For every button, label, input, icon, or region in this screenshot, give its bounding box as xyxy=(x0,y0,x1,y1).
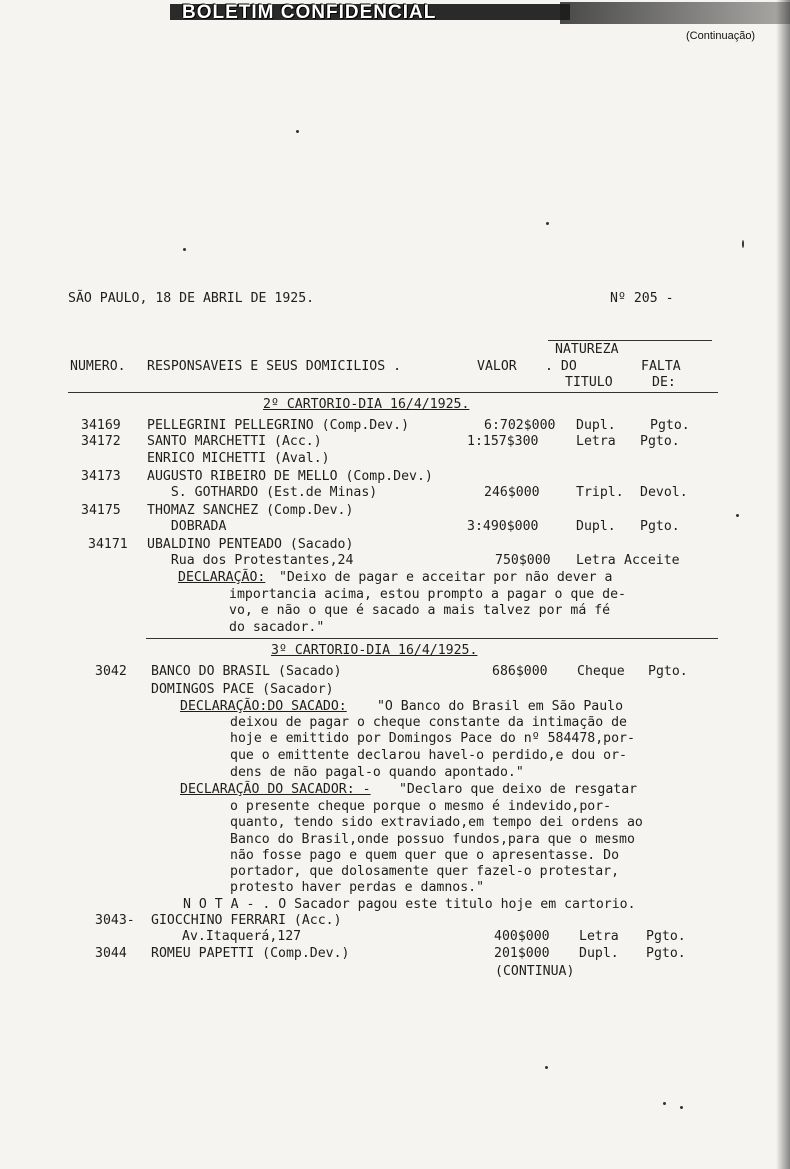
row-number: 34175 xyxy=(81,503,121,518)
decl-sacado-line: deixou de pagar o cheque constante da intimação de xyxy=(230,715,627,730)
row-valor: 201$000 xyxy=(494,946,550,961)
row-natureza: Letra xyxy=(576,553,616,568)
row-name: Rua dos Protestantes,24 xyxy=(147,553,354,568)
col-valor: VALOR xyxy=(477,359,517,374)
decl-sacador-line: portador, que dolosamente quer fazel-o protestar, xyxy=(230,864,620,879)
page-edge-shadow xyxy=(776,0,790,1169)
row-name: DOBRADA xyxy=(147,519,227,534)
row-falta: Pgto. xyxy=(640,519,680,534)
row-valor: 1:157$300 xyxy=(467,434,539,449)
row-name: THOMAZ SANCHEZ (Comp.Dev.) xyxy=(147,503,354,518)
decl-sacado-line: dens de não pagal-o quando apontado." xyxy=(230,765,524,780)
row-name: ENRICO MICHETTI (Aval.) xyxy=(147,451,330,466)
header-rule-top xyxy=(548,340,712,341)
row-number: 34172 xyxy=(81,434,121,449)
row-falta: Pgto. xyxy=(648,664,688,679)
section-rule xyxy=(146,638,718,639)
decl-sacado-line: "O Banco do Brasil em São Paulo xyxy=(369,699,624,714)
row-number: 3042 xyxy=(95,664,127,679)
bulletin-number: Nº 205 - xyxy=(610,291,674,306)
speck xyxy=(663,1102,666,1105)
row-name: SANTO MARCHETTI (Acc.) xyxy=(147,434,322,449)
row-number: 3044 xyxy=(95,946,127,961)
declaracao-line: "Deixo de pagar e acceitar por não dever a xyxy=(271,570,613,585)
col-natureza-1: NATUREZA xyxy=(555,342,619,357)
declaracao-line: do sacador." xyxy=(229,620,325,635)
continua-label: (CONTINUA) xyxy=(495,964,575,979)
row-valor: 400$000 xyxy=(494,929,550,944)
row-natureza: Cheque xyxy=(577,664,625,679)
row-natureza: Tripl. xyxy=(576,485,624,500)
speck xyxy=(736,514,739,517)
decl-sacador-label: DECLARAÇÃO DO SACADOR: - xyxy=(180,782,371,797)
row-valor: 750$000 xyxy=(495,553,551,568)
col-natureza-2: . DO xyxy=(545,359,577,374)
col-natureza-3: TITULO xyxy=(565,375,613,390)
row-name: ROMEU PAPETTI (Comp.Dev.) xyxy=(151,946,350,961)
row-number: 34171 xyxy=(88,537,128,552)
row-name: S. GOTHARDO (Est.de Minas) xyxy=(147,485,378,500)
decl-sacado-line: hoje e emittido por Domingos Pace do nº 584478,por- xyxy=(230,731,635,746)
row-natureza: Letra xyxy=(576,434,616,449)
row-natureza: Letra xyxy=(579,929,619,944)
row-falta: Pgto. xyxy=(646,929,686,944)
nota-line: N O T A - . O Sacador pagou este titulo hoje em cartorio. xyxy=(183,897,636,912)
place-date: SÃO PAULO, 18 DE ABRIL DE 1925. xyxy=(68,291,315,306)
continuation-label: (Continuação) xyxy=(686,30,756,42)
row-falta: Pgto. xyxy=(640,434,680,449)
speck xyxy=(183,248,186,251)
row-name: AUGUSTO RIBEIRO DE MELLO (Comp.Dev.) xyxy=(147,469,433,484)
row-name: BANCO DO BRASIL (Sacado) xyxy=(151,664,342,679)
speck xyxy=(680,1106,683,1109)
speck xyxy=(546,222,549,225)
section2-title: 2º CARTORIO-DIA 16/4/1925. xyxy=(263,397,470,412)
col-numero: NUMERO. xyxy=(70,359,126,374)
decl-sacado-label: DECLARAÇÃO:DO SACADO: xyxy=(180,699,347,714)
banner-title: BOLETIM CONFIDENCIAL xyxy=(182,2,437,23)
speck xyxy=(296,130,299,133)
row-valor: 6:702$000 xyxy=(484,418,556,433)
row-name: UBALDINO PENTEADO (Sacado) xyxy=(147,537,354,552)
speck xyxy=(742,240,744,248)
decl-sacador-line: o presente cheque porque o mesmo é indevido,por- xyxy=(230,799,612,814)
declaracao-label: DECLARAÇÃO: xyxy=(178,570,266,585)
decl-sacador-line: não fosse pago e quem quer que o apresentasse. Do xyxy=(230,848,620,863)
row-falta: Acceite xyxy=(624,553,680,568)
row-name: Av.Itaquerá,127 xyxy=(182,929,302,944)
row-natureza: Dupl. xyxy=(576,418,616,433)
declaracao-line: importancia acima, estou prompto a pagar o que de- xyxy=(229,587,626,602)
row-number: 34169 xyxy=(81,418,121,433)
decl-sacador-line: Banco do Brasil,onde possuo fundos,para que o mesmo xyxy=(230,832,635,847)
banner-smudge xyxy=(560,2,790,24)
col-falta-2: DE: xyxy=(652,375,676,390)
row-valor: 246$000 xyxy=(484,485,540,500)
row-falta: Devol. xyxy=(640,485,688,500)
row-name: GIOCCHINO FERRARI (Acc.) xyxy=(151,913,342,928)
row-valor: 3:490$000 xyxy=(467,519,539,534)
row-natureza: Dupl. xyxy=(579,946,619,961)
row-name: PELLEGRINI PELLEGRINO (Comp.Dev.) xyxy=(147,418,410,433)
row-falta: Pgto. xyxy=(650,418,690,433)
row-number: 34173 xyxy=(81,469,121,484)
decl-sacador-line: "Declaro que deixo de resgatar xyxy=(391,782,638,797)
row-natureza: Dupl. xyxy=(576,519,616,534)
section3-title: 3º CARTORIO-DIA 16/4/1925. xyxy=(271,643,478,658)
speck xyxy=(545,1066,548,1069)
decl-sacador-line: quanto, tendo sido extraviado,em tempo dei ordens ao xyxy=(230,815,643,830)
col-falta-1: FALTA xyxy=(641,359,681,374)
banner xyxy=(0,0,790,26)
row-falta: Pgto. xyxy=(646,946,686,961)
row-name: DOMINGOS PACE (Sacador) xyxy=(151,682,334,697)
decl-sacado-line: que o emittente declarou havel-o perdido,e dou or- xyxy=(230,748,627,763)
decl-sacador-line: protesto haver perdas e damnos." xyxy=(230,880,485,895)
header-rule-bottom xyxy=(68,392,718,393)
row-valor: 686$000 xyxy=(492,664,548,679)
row-number: 3043- xyxy=(95,913,135,928)
declaracao-line: vo, e não o que é sacado a mais talvez por má fé xyxy=(229,603,611,618)
col-responsaveis: RESPONSAVEIS E SEUS DOMICILIOS . xyxy=(147,359,402,374)
